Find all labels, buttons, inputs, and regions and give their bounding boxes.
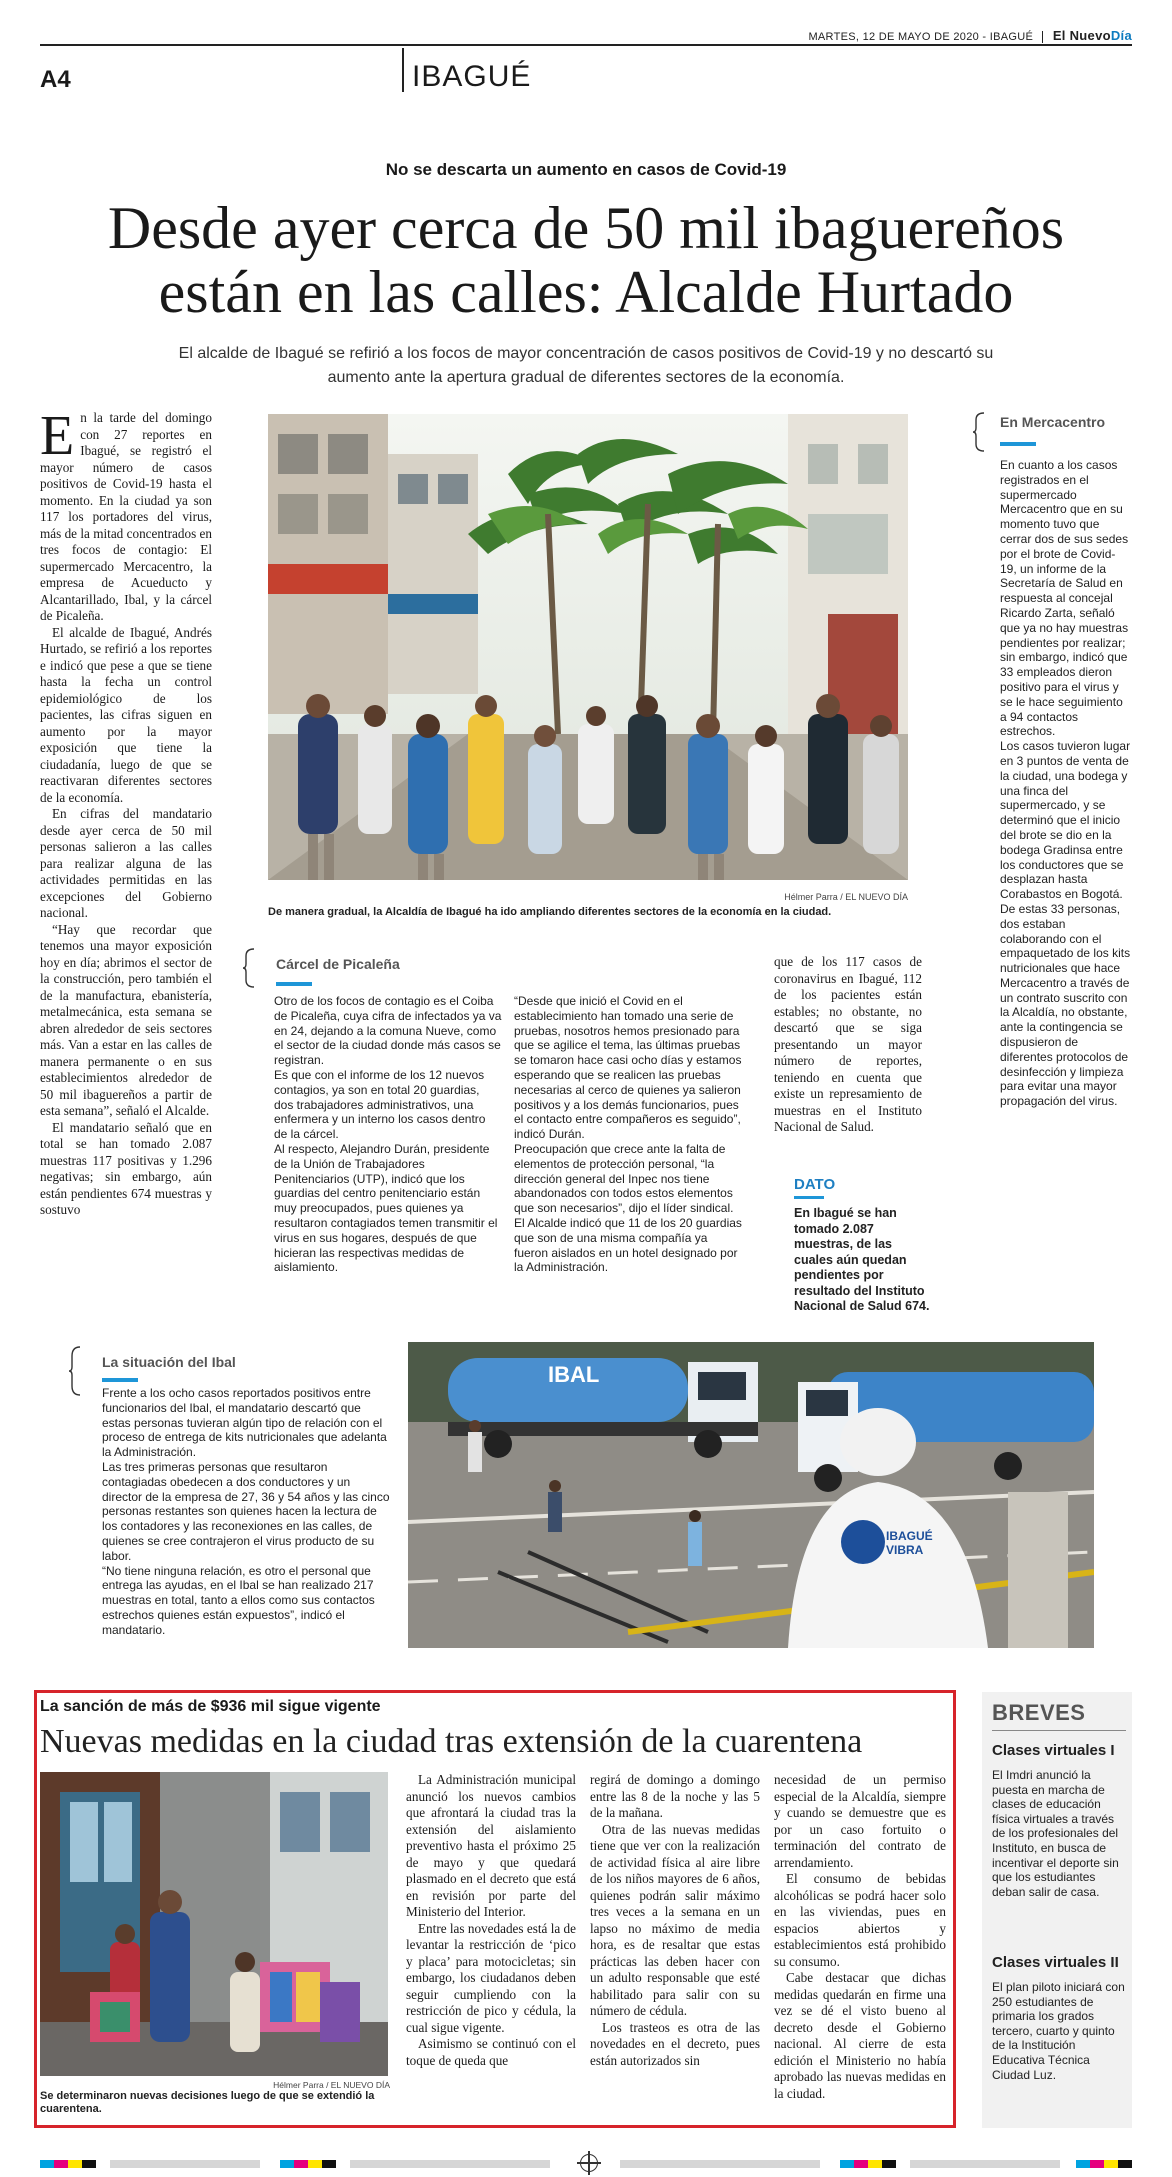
vest-label-1: IBAGUÉ: [886, 1529, 933, 1543]
sancion-column-1: [406, 1772, 576, 2118]
bracket-icon: [242, 948, 256, 988]
carcel-paragraph-1: Otro de los focos de contagio es el Coiba de Picaleña, cuya cifra de infectados ya va en 24, dejando a la comuna Nueve, como el sector de la ciudad donde más casos se registran.: [274, 994, 502, 1068]
vest-label-2: VIBRA: [886, 1543, 924, 1557]
carcel-title: Cárcel de Picaleña: [276, 956, 400, 972]
carcel-paragraph-6: El Alcalde indicó que 11 de los 20 guardias que son de una misma compañía ya fueron aislados en un hotel designado por la Administración.: [514, 1215, 742, 1275]
continuation-paragraph: que de los 117 casos de coronavirus en Ibagué, 112 de los pacientes están estables; no obstante, no descartó que se siga presentando un mayor número de reportes, teniendo en cuenta que existe un represamiento de muestras en el Instituto Nacional de Salud.: [774, 954, 922, 1134]
page-number: A4: [40, 66, 71, 93]
carcel-paragraph-5: Preocupación que crece ante la falta de elementos de protección personal, “la dirección general del Inpec nos tiene abandonados con todos estos elementos que son necesarios”, dijo el líder sindical.: [514, 1141, 734, 1216]
ibal-title: La situación del Ibal: [102, 1354, 236, 1370]
sancion-headline: Nuevas medidas en la ciudad tras extensión de la cuarentena: [40, 1723, 863, 1760]
bracket-icon: [972, 412, 986, 452]
sancion-paragraph: Entre las novedades está la de levantar la restricción de ‘pico y placa’ para motocicletas; sin embargo, los ciudadanos deben seguir cumpliendo con la restricción de pico y cédula, la cual sigue vigente.: [406, 1920, 576, 2035]
street-photo: [268, 414, 908, 880]
carcel-column-2: [514, 994, 742, 1314]
ibal-paragraph-3: “No tiene ninguna relación, es otro el personal que entrega las ayudas, en el Ibal se han realizado 217 muestras en total, tanto a ellos como sus contactos estrechos quienes están expuestos”, indicó el mandatario.: [102, 1563, 375, 1637]
brief-title-1: Clases virtuales I: [992, 1742, 1115, 1759]
accent-bar: [102, 1378, 138, 1382]
mercacentro-paragraph-3: De estas 33 personas, dos estaban colaborando con el empaquetado de los kits nutricionales que hace Mercacentro a través de un contrato suscrito con la Alcaldía, no obstante, ante la contingencia se dispusieron de diferentes protocolos de desinfección y limpieza para evitar una mayor propagación del virus.: [1000, 901, 1131, 1109]
photo-caption: De manera gradual, la Alcaldía de Ibagué ha ido ampliando diferentes sectores de la economía en la ciudad.: [268, 906, 832, 918]
top-rule: [40, 44, 1132, 46]
truck-label: IBAL: [548, 1362, 600, 1387]
breves-rule: [992, 1730, 1126, 1731]
carcel-paragraph-3: Al respecto, Alejandro Durán, presidente de la Unión de Trabajadores Penitenciarios (UTP), indicó que los guardias del centro penitenciario están muy preocupados, pues quienes ya resultaron contagiados temen transmitir el virus en sus hogares, después de que hicieran las respectivas medidas de aislamiento.: [274, 1141, 498, 1275]
sancion-paragraph: Asimismo se continuó con el toque de queda que: [406, 2036, 576, 2068]
ibal-trucks-photo: [408, 1342, 1094, 1648]
sancion-column-3: [774, 1772, 946, 2118]
sancion-paragraph: Los trasteos es otra de las novedades en el decreto, pues están autorizados sin: [590, 2019, 760, 2068]
carcel-paragraph-4: “Desde que inició el Covid en el establecimiento han tomado una serie de pruebas, nosotros hemos presionado para que se agilice el tema, las últimas pruebas se tomaron hace casi ocho días y estamos esperando que se realicen las pruebas necesarias al cerco de quienes ya salieron positivos y a los demás funcionarios, pues el contacto entre compañeros es seguido”, indicó Durán.: [514, 994, 742, 1142]
bracket-icon: [68, 1346, 82, 1396]
vendors-photo: [40, 1772, 388, 2076]
lead-paragraph-1: n la tarde del domingo con 27 reportes en Ibagué, se registró el mayor número de casos positivos de Covid-19 hasta el momento. En la ciudad ya son 117 los portadores del virus, más de la mitad concentrados en tres focos de contagio: El supermercado Mercacentro, la empresa de Acueducto y Alcantarillado, Ibal, y la cárcel de Picaleña.: [40, 410, 212, 623]
dato-text: En Ibagué se han tomado 2.087 muestras, de las cuales aún quedan pendientes por resultado del Instituto Nacional de Salud 674.: [794, 1206, 930, 1313]
brief-body-1: El Imdri anunció la puesta en marcha de clases de educación física virtuales a través de los profesionales del Instituto, en busca de incentivar el deporte sin que los estudiantes deban salir de casa.: [992, 1768, 1119, 1899]
lead-headline: Desde ayer cerca de 50 mil ibaguereños están en las calles: Alcalde Hurtado: [107, 195, 1065, 325]
date-text: MARTES, 12 DE MAYO DE 2020 - IBAGUÉ: [808, 31, 1034, 43]
ibal-paragraph-1: Frente a los ocho casos reportados positivos entre funcionarios del Ibal, el mandatario descartó que estas personas tuvieran algún tipo de relación con el proceso de entrega de kits nutricionales que adelanta la Administración.: [102, 1386, 387, 1460]
mercacentro-paragraph-2: Los casos tuvieron lugar en 3 puntos de venta de la ciudad, una bodega y una finca del supermercado, y se determinó que el inicio del brote se dio en la bodega Gradinsa entre los conductores que se desplazan hasta Corabastos en Bogotá.: [1000, 739, 1131, 902]
accent-bar: [794, 1196, 824, 1199]
lead-kicker: No se descarta un aumento en casos de Covid-19: [385, 160, 787, 179]
sancion-paragraph: La Administración municipal anunció los nuevos cambios que afrontará la ciudad tras la extensión del aislamiento preventivo hasta el próximo 25 de mayo y que quedará plasmado en el decreto que está en revisión por parte del Ministerio del Interior.: [406, 1772, 576, 1919]
breves-title: BREVES: [992, 1700, 1086, 1725]
photo-credit: Hélmer Parra / EL NUEVO DÍA: [273, 2080, 390, 2090]
dateline: [808, 28, 1132, 43]
section-divider: [402, 48, 404, 92]
carcel-paragraph-2: Es que con el informe de los 12 nuevos contagios, ya son en total 20 guardias, dos trabajadores administrativos, una enfermera y un interno los casos dentro de la cárcel.: [274, 1067, 486, 1142]
lead-paragraph-3: En cifras del mandatario desde ayer cerca de 50 mil personas salieron a las calles para realizar alguna de las actividades permitidas en las excepciones del Gobierno nacional.: [40, 806, 212, 920]
ibal-paragraph-2: Las tres primeras personas que resultaron contagiadas obedecen a dos conductores y un director de la empresa de 27, 36 y 54 años y las cinco personas restantes son quienes hacen la lectura de los contadores y las reconexiones en las calles, de quienes se cree contrajeron el virus producto de su labor.: [102, 1459, 390, 1563]
lead-paragraph-5: El mandatario señaló que en total se han tomado 2.087 muestras 117 positivas y 1.296 negativas; sin embargo, aún están pendientes 674 muestras y sostuvo: [40, 1119, 212, 1217]
dropcap: E: [40, 410, 75, 467]
lead-column-1: [40, 410, 212, 1310]
mercacentro-paragraph-1: En cuanto a los casos registrados en el supermercado Mercacentro que en su momento tuvo que cerrar dos de sus sedes por el brote de Covid-19, un informe de la Secretaría de Salud en respuesta al concejal Ricardo Zarta, señaló que ya no hay muestras pendientes por realizar; sin embargo, indicó que 33 empleados dieron positivo para el virus y se le hace seguimiento a 94 contactos estrechos.: [1000, 458, 1129, 739]
photo-credit: Hélmer Parra / EL NUEVO DÍA: [784, 892, 908, 902]
sancion-paragraph: El consumo de bebidas alcohólicas se podrá hacer solo en las viviendas, pues en espacios abiertos y establecimientos está prohibido su consumo.: [774, 1871, 946, 1969]
sancion-paragraph: Otra de las nuevas medidas tiene que ver con la realización de actividad física al aire libre de los niños mayores de 6 años, quienes podrán salir máximo tres veces a la semana en un lapso no máximo de media hora, es de resaltar que estas prácticas las deben hacer con un adulto responsable que esté habilitado para salir con su número de cédula.: [590, 1821, 760, 2018]
mercacentro-body: [1000, 458, 1132, 1298]
lead-continuation: [774, 954, 922, 1144]
registration-mark-icon: [580, 2154, 598, 2172]
brief-title-2: Clases virtuales II: [992, 1954, 1119, 1971]
sancion-kicker: La sanción de más de $936 mil sigue vigente: [40, 1698, 381, 1715]
brand-name: El Nuevo: [1052, 28, 1111, 43]
lead-paragraph-4: “Hay que recordar que tenemos una mayor exposición hoy en día; abrimos el sector de la construcción, pero también el de la manufactura, ebanistería, metalmecánica, esta semana se abren alrededor de seis sectores más. Van a estar en las calles de manera permanente o en sus establecimientos alrededor de 50 mil ibaguereños a partir de esta semana”, señaló el Alcalde.: [40, 921, 212, 1118]
section-name: IBAGUÉ: [412, 60, 532, 93]
lead-paragraph-2: El alcalde de Ibagué, Andrés Hurtado, se refirió a los reportes e indicó que pese a que se tiene hasta la fecha un control epidemiológico de los pacientes, las cifras siguen en aumento por la mayor exposición que tiene la ciudadanía, luego de que se reactivaran diferentes sectores de la economía.: [40, 624, 212, 805]
mercacentro-title: En Mercacentro: [1000, 414, 1106, 430]
sancion-column-2: [590, 1772, 760, 2118]
accent-bar: [1000, 442, 1036, 446]
sancion-paragraph: regirá de domingo a domingo entre las 8 de la noche y las 5 de la mañana.: [590, 1772, 760, 1820]
brand-name-dia: Día: [1110, 28, 1132, 43]
accent-bar: [276, 982, 312, 986]
photo-caption: Se determinaron nuevas decisiones luego de que se extendió la cuarentena.: [40, 2090, 375, 2115]
sancion-paragraph: Cabe destacar que dichas medidas quedarán en firme una vez se dé el visto bueno al decreto desde el Gobierno nacional. Al cierre de esta edición el Ministerio no había aprobado las nuevas medidas en la ciudad.: [774, 1970, 946, 2101]
dato-label: DATO: [794, 1176, 836, 1193]
sancion-paragraph: necesidad de un permiso especial de la Alcaldía, siempre y cuando se demuestre que es por un caso fortuito o terminación del contrato de arrendamiento.: [774, 1772, 946, 1870]
lead-subhead: El alcalde de Ibagué se refirió a los focos de mayor concentración de casos positivos de Covid-19 y no descartó su aumento ante la apertura gradual de diferentes sectores de la economía.: [178, 345, 994, 386]
brief-body-2: El plan piloto iniciará con 250 estudiantes de primaria los grados tercero, cuarto y quinto de la Institución Educativa Técnica Ciudad Luz.: [992, 1980, 1125, 2082]
ibal-body: [102, 1386, 392, 1656]
carcel-column-1: [274, 994, 502, 1314]
